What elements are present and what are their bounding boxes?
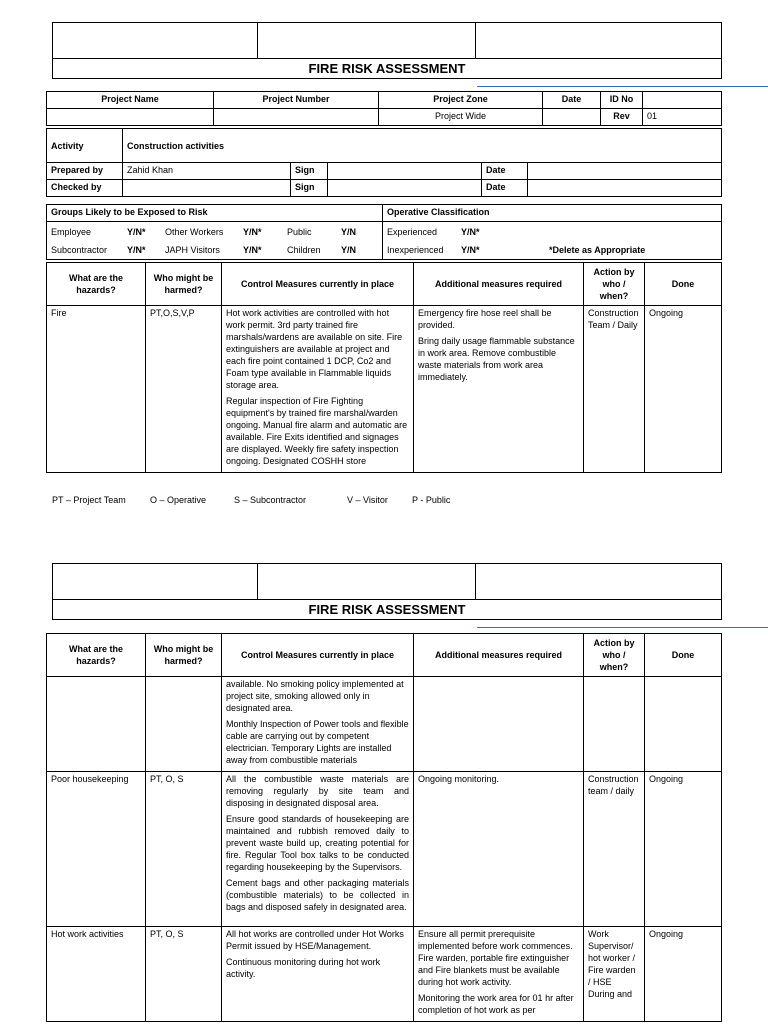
employee-yn[interactable]: Y/N* <box>127 227 146 237</box>
hotwork-hazard: Hot work activities <box>47 927 146 1022</box>
public-label: Public <box>287 227 312 237</box>
project-name-value <box>47 109 214 126</box>
project-zone-value: Project Wide <box>379 109 543 126</box>
experienced-yn[interactable]: Y/N* <box>461 227 480 237</box>
action-by-header: Action by who / when? <box>584 634 645 677</box>
fire-control <box>222 306 414 473</box>
logo-cell-middle <box>258 23 476 59</box>
hotwork-control-p1: All hot works are controlled under Hot Works Permit issued by HSE/Management. <box>226 929 404 951</box>
children-yn[interactable]: Y/N <box>341 245 357 255</box>
prepared-sign-value <box>328 163 482 180</box>
cont-done <box>645 677 722 772</box>
control-measures-header: Control Measures currently in place <box>222 634 414 677</box>
hotwork-control <box>222 927 414 1022</box>
housekeeping-additional: Ongoing monitoring. <box>414 772 584 927</box>
logo-cell-right <box>476 564 722 600</box>
fire-action: Construction Team / Daily <box>584 306 645 473</box>
page1-header-box <box>52 22 722 79</box>
header-rule <box>477 86 768 87</box>
checked-date-label: Date <box>482 180 528 197</box>
public-yn[interactable]: Y/N <box>341 227 357 237</box>
children-label: Children <box>287 245 321 255</box>
prepared-by-label: Prepared by <box>47 163 123 180</box>
cont-action <box>584 677 645 772</box>
subcontractor-label: Subcontractor <box>51 245 108 255</box>
hotwork-additional <box>414 927 584 1022</box>
who-harmed-header: Who might be harmed? <box>146 634 222 677</box>
risk-table-page1 <box>46 262 722 473</box>
fire-additional <box>414 306 584 473</box>
legend-o: O – Operative <box>150 495 207 505</box>
fire-additional-p1: Emergency fire hose reel shall be provided. <box>418 308 552 330</box>
page2-header-box <box>52 563 722 620</box>
fire-control-p1: Hot work activities are controlled with hot work permit. 3rd party trained fire marshals/wardens are available on site. Fire extinguishers are available at project and each fire point contained 1 DCP, Co2 and Foam type available in Flammable liquids storage area. <box>226 308 403 390</box>
employee-label: Employee <box>51 227 92 237</box>
id-no-value <box>643 92 722 109</box>
fire-who: PT,O,S,V,P <box>146 306 222 473</box>
operative-classification-title: Operative Classification <box>383 205 722 222</box>
rev-value: 01 <box>643 109 722 126</box>
date-value <box>543 109 601 126</box>
groups-table <box>46 204 722 260</box>
hazards-header: What are the hazards? <box>47 634 146 677</box>
logo-cell-left <box>53 23 258 59</box>
cont-additional <box>414 677 584 772</box>
checked-sign-value <box>328 180 482 197</box>
inexperienced-yn[interactable]: Y/N* <box>461 245 480 255</box>
prepared-date-label: Date <box>482 163 528 180</box>
page-title: FIRE RISK ASSESSMENT <box>53 600 722 620</box>
additional-measures-header: Additional measures required <box>414 634 584 677</box>
hazards-header: What are the hazards? <box>47 263 146 306</box>
housekeeping-hazard: Poor housekeeping <box>47 772 146 927</box>
done-header: Done <box>645 263 722 306</box>
project-number-value <box>214 109 379 126</box>
japh-visitors-label: JAPH Visitors <box>165 245 220 255</box>
fire-additional-p2: Bring daily usage flammable substance in work area. Remove combustible waste materials from work area immediately. <box>418 336 575 382</box>
hotwork-additional-p1: Ensure all permit prerequisite implemented before work commences. Fire warden, portable fire extinguisher and Fire blankets must be available during hot work activity. <box>418 929 573 987</box>
legend-s: S – Subcontractor <box>234 495 307 505</box>
legend-v: V – Visitor <box>347 495 388 505</box>
hotwork-done: Ongoing <box>645 927 722 1022</box>
fire-control-p2: Regular inspection of Fire Fighting equipment's by trained fire marshal/warden ongoing. Manual fire alarm and automatic are available. Fire Exits identified and signages are displayed. Weekly fire safety inspection ongoing. Designated COSHH store <box>226 396 408 466</box>
housekeeping-control-p3: Cement bags and other packaging materials (combustible materials) to be collected in bags and disposed safely in designated area. <box>226 878 409 912</box>
subcontractor-yn[interactable]: Y/N* <box>127 245 146 255</box>
risk-table-page2 <box>46 633 722 1022</box>
checked-by-label: Checked by <box>47 180 123 197</box>
logo-cell-middle <box>258 564 476 600</box>
logo-cell-left <box>53 564 258 600</box>
housekeeping-control <box>222 772 414 927</box>
action-by-header: Action by who / when? <box>584 263 645 306</box>
experienced-label: Experienced <box>387 227 438 237</box>
housekeeping-done: Ongoing <box>645 772 722 927</box>
page-title: FIRE RISK ASSESSMENT <box>53 59 722 79</box>
housekeeping-action: Construction team / daily <box>584 772 645 927</box>
done-header: Done <box>645 634 722 677</box>
operative-cell <box>383 222 722 260</box>
cont-who <box>146 677 222 772</box>
additional-measures-header: Additional measures required <box>414 263 584 306</box>
cont-hazard <box>47 677 146 772</box>
logo-cell-right <box>476 23 722 59</box>
legend-pt: PT – Project Team <box>52 495 126 505</box>
other-workers-label: Other Workers <box>165 227 224 237</box>
inexperienced-label: Inexperienced <box>387 245 444 255</box>
activity-table <box>46 128 722 197</box>
groups-title: Groups Likely to be Exposed to Risk <box>47 205 383 222</box>
who-harmed-header: Who might be harmed? <box>146 263 222 306</box>
hotwork-action: Work Supervisor/ hot worker / Fire warden / HSE During and <box>584 927 645 1022</box>
rev-label: Rev <box>601 109 643 126</box>
prepared-by-value: Zahid Khan <box>123 163 291 180</box>
cont-control <box>222 677 414 772</box>
header-rule <box>477 627 768 628</box>
delete-note: *Delete as Appropriate <box>549 245 646 255</box>
checked-date-value <box>528 180 722 197</box>
prepared-date-value <box>528 163 722 180</box>
hotwork-additional-p2: Monitoring the work area for 01 hr after completion of hot work as per <box>418 993 574 1015</box>
hotwork-control-p2: Continuous monitoring during hot work activity. <box>226 957 381 979</box>
checked-sign-label: Sign <box>291 180 328 197</box>
prepared-sign-label: Sign <box>291 163 328 180</box>
other-workers-yn[interactable]: Y/N* <box>243 227 262 237</box>
hotwork-who: PT, O, S <box>146 927 222 1022</box>
id-no-header: ID No <box>601 92 643 109</box>
fire-done: Ongoing <box>645 306 722 473</box>
project-number-header: Project Number <box>214 92 379 109</box>
fire-hazard: Fire <box>47 306 146 473</box>
project-name-header: Project Name <box>47 92 214 109</box>
legend-p: P - Public <box>412 495 451 505</box>
activity-value: Construction activities <box>123 129 722 163</box>
date-header: Date <box>543 92 601 109</box>
housekeeping-control-p1: All the combustible waste materials are removing regularly by site team and disposing in designated disposal area. <box>226 774 409 808</box>
control-measures-header: Control Measures currently in place <box>222 263 414 306</box>
activity-label: Activity <box>47 129 123 163</box>
project-info-table <box>46 91 722 126</box>
cont-control-p2: Monthly Inspection of Power tools and flexible cable are carrying out by competent electrician. Temporary Lights are installed away from combustible materials <box>226 719 409 765</box>
project-zone-header: Project Zone <box>379 92 543 109</box>
housekeeping-who: PT, O, S <box>146 772 222 927</box>
checked-by-value <box>123 180 291 197</box>
cont-control-p1: available. No smoking policy implemented at project site, smoking allowed only in designated area. <box>226 679 404 713</box>
japh-visitors-yn[interactable]: Y/N* <box>243 245 262 255</box>
housekeeping-control-p2: Ensure good standards of housekeeping are maintained and rubbish removed daily to prevent waste build up, creating potential for fire. Regular Tool box talks to be conducted regarding housekeeping by the Supervisors. <box>226 814 409 872</box>
groups-cell <box>47 222 383 260</box>
